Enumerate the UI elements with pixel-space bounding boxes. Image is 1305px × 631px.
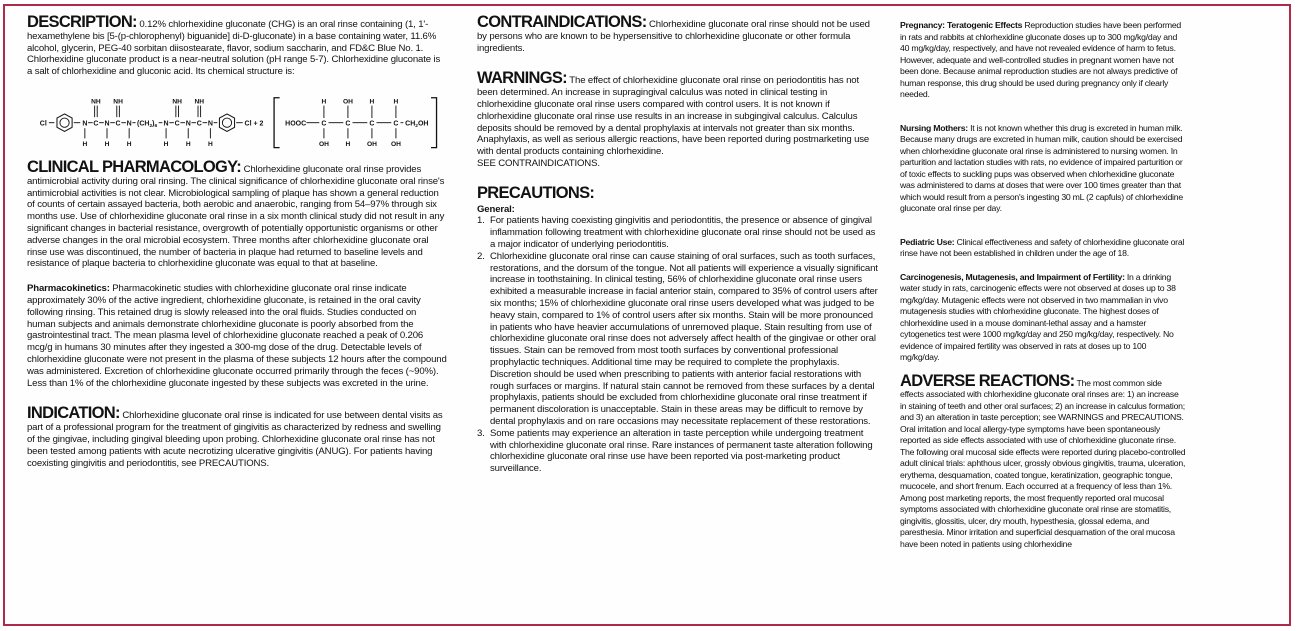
gluconate-group (274, 98, 436, 148)
pharmacokinetics-heading: Pharmacokinetics: (27, 283, 110, 295)
warnings-section (477, 70, 878, 169)
nursing-mothers-heading: Nursing Mothers: (900, 122, 968, 133)
adverse-reactions-section (900, 373, 1186, 551)
ch2oh-label (405, 120, 428, 129)
carcinogenesis-body: In a drinking water study in rats, carcinogenic effects were not observed at doses up to 38 mg/kg/day. Mutagenic effects were not observed in two mammalian in vivo mutagenesis studies with chlorhexidine gluconate. The highest doses of chlorhexidine used in a mouse dominant-lethal assay and a hamster cytogenetics test were 1000 mg/kg/day and 250 mg/kg/day, respectively. No evidence of impaired fertility was observed in rats at doses up to 100 mg/kg/day. (900, 271, 1176, 362)
list-item-text: For patients having coexisting gingivitis and periodontitis, the presence or absence of gingival inflammation following treatment with chlorhexidine gluconate oral rinse should not be used as a major indicator of underlying periodontitis. (490, 215, 876, 250)
indication-section (27, 405, 447, 469)
chemical-structure-diagram (33, 83, 445, 155)
contraindications-body: Chlorhexidine gluconate oral rinse should not be used by persons who are known to be hypersensitive to chlorhexidine gluconate or other formula ingredients. (477, 19, 870, 54)
nh-label: NH (91, 98, 101, 106)
clinical-pharmacology-body: Chlorhexidine gluconate oral rinse provides antimicrobial activity during oral rinsing. The clinical significance of chlorhexidine gluconate oral rinse's antimicrobial activities is not clear. Microbiological sampling of plaque has shown a general reduction of counts of certain assayed bacteria, both aerobic and anaerobic, ranging from 54–97% through six months use. Use of chlorhexidine gluconate oral rinse in a six month clinical study did not result in any significant changes in bacterial resistance, overgrowth of potentially opportunistic organisms or other adverse changes in the oral microbial ecosystem. Three months after chlorhexidine gluconate oral rinse use was discontinued, the number of bacteria in plaque had returned to baseline levels and resistance of plaque bacteria to chlorhexidine gluconate was equal to that at baseline. (27, 163, 445, 270)
nursing-mothers-body: It is not known whether this drug is excreted in human milk. Because many drugs are excreted in human milk, caution should be exercised when chlorhexidine gluconate oral rinse is administered to nursing women. In parturition and lactation studies with rats, no evidence of impaired parturition or of toxic effects to suckling pups was observed when chlorhexidine gluconate was administered to dams at doses that were over 100 times greater than that which would result from a person's ingesting 30 mL (2 capfuls) of chlorhexidine gluconate oral rinse per day. (900, 122, 1183, 213)
pregnancy-body: Reproduction studies have been performed in rats and rabbits at chlorhexidine gluconate doses up to 300 mg/kg/day and 40 mg/kg/day, respectively, and have not revealed evidence of harm to fetus. However, adequate and well-controlled studies in pregnant women have not been done. Because animal reproduction studies are not always predictive of human response, this drug should be used during pregnancy only if clearly needed. (900, 20, 1182, 99)
general-label: General: (477, 203, 515, 215)
list-number: 3. (477, 427, 485, 439)
carcinogenesis-section (900, 272, 1186, 364)
h-label: H (82, 140, 88, 148)
column-middle (477, 14, 878, 616)
atom-label: C (369, 120, 375, 128)
carcinogenesis-heading: Carcinogenesis, Mutagenesis, and Impairment of Fertility: (900, 271, 1125, 282)
warnings-body: The effect of chlorhexidine gluconate oral rinse on periodontitis has not been determined. An increase in supragingival calculus was noted in clinical testing in chlorhexidine gluconate oral rinse users compared with control users. It is not known if chlorhexidine gluconate oral rinse use results in an increase in subgingival calculus. Calculus deposits should be removed by a dental prophylaxis at intervals not greater than six months. Anaphylaxis, as well as serious allergic reactions, have been reported during postmarketing use with dental products containing chlorhexidine. (477, 75, 870, 158)
indication-body: Chlorhexidine gluconate oral rinse is indicated for use between dental visits as part of a professional program for the treatment of gingivitis as characterized by redness and swelling of the gingivae, including gingival bleeding upon probing. Chlorhexidine gluconate oral rinse has not been tested among patients with acute necrotizing ulcerative gingivitis (ANUG). For patients having coexisting gingivitis and periodontitis, see PRECAUTIONS. (27, 410, 443, 469)
list-item-text: Some patients may experience an alteration in taste perception while undergoing treatment with chlorhexidine gluconate oral rinse. Rare instances of permanent taste alteration following chlorhexidine gluconate oral rinse use have been reported via post-marketing product surveillance. (490, 427, 873, 475)
atom-label: C (93, 120, 99, 128)
pharmacokinetics-section (27, 283, 447, 389)
h-label: H (104, 140, 110, 148)
atom-label: N (126, 120, 132, 128)
column-right (900, 14, 1186, 616)
nh-label: NH (113, 98, 123, 106)
atom-label: N (185, 120, 191, 128)
pregnancy-section (900, 20, 1186, 101)
ch2oh-sub: 2 (415, 124, 418, 130)
list-number: 2. (477, 250, 485, 262)
pediatric-use-section (900, 237, 1186, 260)
atom-label: Cl (39, 120, 47, 128)
precaution-item-2 (477, 251, 878, 428)
label-content (27, 14, 1281, 616)
bridge-sub: 2 (149, 124, 153, 130)
indication-heading: INDICATION: (27, 404, 120, 423)
label-sheet (3, 4, 1291, 626)
hexamethylene-bridge-label (137, 120, 157, 129)
clinical-pharmacology-section (27, 159, 447, 270)
atom-label: C (115, 120, 121, 128)
chemical-structure-svg (33, 83, 445, 155)
contraindications-section (477, 14, 878, 54)
nursing-mothers-section (900, 123, 1186, 215)
h-label: H (126, 140, 132, 148)
adverse-reactions-body: The most common side effects associated with chlorhexidine gluconate oral rinses are: 1) an increase in staining of teeth and other oral surfaces; 2) an increase in calculus formation; and 3) an alteration in taste perception; see WARNINGS and PRECAUTIONS. Oral irritation and local allergy-type symptoms have been spontaneously reported as side effects associated with use of chlorhexidine gluconate rinse. The following oral mucosal side effects were reported during placebo-controlled adult clinical trials: aphthous ulcer, grossly obvious gingivitis, trauma, ulceration, erythema, desquamation, coated tongue, keratinization, geographic tongue, mucocele, and short frenum. Each occurred at a frequency of less than 1%. Among post marketing reports, the most frequently reported oral mucosal symptoms associated with chlorhexidine gluconate oral rinse are stomatitis, gingivitis, glossitis, ulcer, dry mouth, hypesthesia, glossal edema, and paresthesia. Minor irritation and superficial desquamation of the oral mucosa have been noted in patients using chlorhexidine (900, 377, 1186, 549)
atom-label: C (196, 120, 202, 128)
list-number: 1. (477, 215, 485, 227)
bridge-p1: (CH (137, 120, 150, 128)
atom-label: C (174, 120, 180, 128)
nh-label: NH (172, 98, 182, 106)
pregnancy-heading: Pregnancy: Teratogenic Effects (900, 20, 1023, 30)
precaution-item-3 (477, 428, 878, 475)
precaution-item-1 (477, 215, 878, 250)
substituent-label: H (393, 98, 399, 106)
ch2oh-p1: CH (405, 120, 416, 128)
substituent-label: OH (366, 140, 377, 148)
warnings-see-line: SEE CONTRAINDICATIONS. (477, 157, 600, 169)
precautions-heading: PRECAUTIONS: (477, 183, 595, 202)
atom-label: C (321, 120, 327, 128)
atom-label: N (207, 120, 213, 128)
ch2oh-p2: OH (417, 120, 429, 128)
hooc-label: HOOC (285, 120, 307, 128)
description-section (27, 14, 447, 78)
contraindications-heading: CONTRAINDICATIONS: (477, 13, 647, 31)
substituent-label: OH (390, 140, 401, 148)
benzene-ring (57, 114, 72, 132)
atom-label: C (393, 120, 399, 128)
atom-label: C (345, 120, 351, 128)
substituent-label: OH (342, 98, 353, 106)
description-body: 0.12% chlorhexidine gluconate (CHG) is an oral rinse containing (1, 1'-hexamethylene bis [5-(p-chlorophenyl) biguanide] di-D-gluconate) in a base containing water, 11.6% alcohol, glycerin, PEG-40 sorbitan diisostearate, flavor, sodium saccharin, and FD&C Blue No. 1. Chlorhexidine gluconate product is a near-neutral solution (pH range 5-7). Chlorhexidine gluconate is a salt of chlorhexidine and gluconic acid. Its chemical structure is: (27, 19, 441, 78)
h-label: H (163, 140, 169, 148)
precautions-heading-row (477, 185, 878, 202)
bridge-sub: 6 (154, 124, 158, 130)
substituent-label: H (345, 140, 351, 148)
h-label: H (207, 140, 213, 148)
atom-label: N (104, 120, 110, 128)
description-heading: DESCRIPTION: (27, 13, 137, 31)
benzene-ring (219, 114, 234, 132)
h-label: H (185, 140, 191, 148)
precautions-general-label (477, 204, 878, 216)
bridge-p2: ) (152, 120, 155, 128)
substituent-label: H (321, 98, 327, 106)
adverse-reactions-heading: ADVERSE REACTIONS: (900, 371, 1075, 390)
pediatric-use-heading: Pediatric Use: (900, 236, 955, 247)
nh-label: NH (194, 98, 205, 106)
clinical-pharmacology-heading: CLINICAL PHARMACOLOGY: (27, 157, 242, 176)
salt-notation: Cl + 2 (244, 120, 264, 128)
substituent-label: OH (318, 140, 329, 148)
atom-label: N (163, 120, 169, 128)
pediatric-use-body: Clinical effectiveness and safety of chlorhexidine gluconate oral rinse have not been established in children under the age of 18. (900, 236, 1185, 258)
list-item-text: Chlorhexidine gluconate oral rinse can cause staining of oral surfaces, such as tooth surfaces, restorations, and the dorsum of the tongue. Not all patients will experience a visually significant increase in toothstaining. In clinical testing, 56% of chlorhexidine gluconate oral rinse users exhibited a measurable increase in facial anterior stain, compared to 35% of control users after six months; 15% of chlorhexidine gluconate oral rinse users developed what was judged to be heavy stain, compared to 1% of control users after six months. Stain will be more pronounced in patients who have heavier accumulations of unremoved plaque. Stain resulting from use of chlorhexidine gluconate oral rinse does not adversely affect health of the gingivae or other oral tissues. Stain can be removed from most tooth surfaces by conventional professional prophylactic techniques. Additional time may be required to complete the prophylaxis. Discretion should be used when prescribing to patients with anterior facial restorations with rough surfaces or margins. If natural stain cannot be removed from these surfaces by a dental prophylaxis, patients should be excluded from chlorhexidine gluconate oral rinse treatment if permanent discoloration is unacceptable. Stain in these areas may be difficult to remove by dental prophylaxis and on rare occasions may necessitate replacement of these restorations. (490, 250, 878, 427)
warnings-heading: WARNINGS: (477, 69, 567, 88)
column-left (27, 14, 447, 616)
atom-label: N (82, 120, 88, 128)
pharmacokinetics-body: Pharmacokinetic studies with chlorhexidine gluconate oral rinse indicate approximately 30% of the active ingredient, chlorhexidine gluconate, is retained in the oral cavity following rinsing. This retained drug is slowly released into the oral fluids. Studies conducted on human subjects and animals demonstrate chlorhexidine gluconate is poorly absorbed from the gastrointestinal tract. The mean plasma level of chlorhexidine gluconate reached a peak of 0.206 mcg/g in humans 30 minutes after they ingested a 300-mg dose of the drug. Detectable levels of chlorhexidine gluconate were not present in the plasma of these subjects 12 hours after the compound was administered. Excretion of chlorhexidine gluconate occurred primarily through the feces (~90%). Less than 1% of the chlorhexidine gluconate ingested by these subjects was excreted in the urine. (27, 283, 447, 389)
substituent-label: H (369, 98, 375, 106)
